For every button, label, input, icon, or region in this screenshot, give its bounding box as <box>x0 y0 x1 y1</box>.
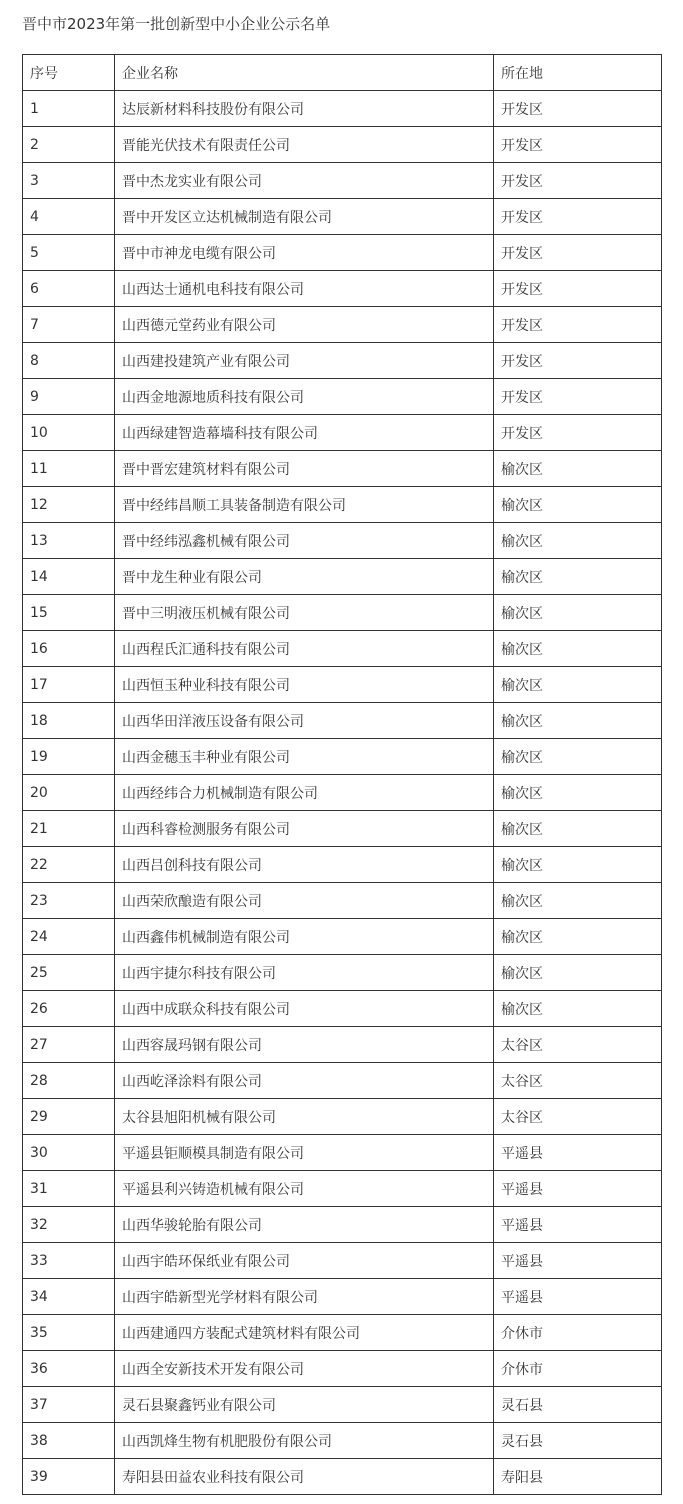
table-row <box>23 739 662 775</box>
cell-company-name: 平遥县钜顺模具制造有限公司 <box>115 1135 494 1171</box>
table-row <box>23 1243 662 1279</box>
cell-index: 21 <box>23 811 115 847</box>
cell-company-name: 山西屹泽涂料有限公司 <box>115 1063 494 1099</box>
table-row <box>23 1135 662 1171</box>
cell-index: 37 <box>23 1387 115 1423</box>
cell-index: 39 <box>23 1459 115 1495</box>
cell-location: 灵石县 <box>494 1387 662 1423</box>
cell-company-name: 山西全安新技术开发有限公司 <box>115 1351 494 1387</box>
cell-location: 榆次区 <box>494 883 662 919</box>
cell-location: 榆次区 <box>494 739 662 775</box>
cell-location: 榆次区 <box>494 667 662 703</box>
cell-index: 29 <box>23 1099 115 1135</box>
cell-company-name: 晋中开发区立达机械制造有限公司 <box>115 199 494 235</box>
table-row <box>23 451 662 487</box>
table-row <box>23 1063 662 1099</box>
cell-company-name: 平遥县利兴铸造机械有限公司 <box>115 1171 494 1207</box>
cell-location: 榆次区 <box>494 775 662 811</box>
table-row <box>23 1315 662 1351</box>
cell-index: 4 <box>23 199 115 235</box>
cell-index: 32 <box>23 1207 115 1243</box>
cell-location: 榆次区 <box>494 487 662 523</box>
cell-location: 开发区 <box>494 163 662 199</box>
cell-company-name: 灵石县聚鑫钙业有限公司 <box>115 1387 494 1423</box>
cell-company-name: 山西建投建筑产业有限公司 <box>115 343 494 379</box>
cell-index: 14 <box>23 559 115 595</box>
cell-company-name: 山西华骏轮胎有限公司 <box>115 1207 494 1243</box>
table-row <box>23 199 662 235</box>
cell-index: 2 <box>23 127 115 163</box>
cell-location: 榆次区 <box>494 559 662 595</box>
cell-company-name: 山西绿建智造幕墙科技有限公司 <box>115 415 494 451</box>
table-row <box>23 631 662 667</box>
cell-index: 26 <box>23 991 115 1027</box>
table-row <box>23 1387 662 1423</box>
cell-index: 11 <box>23 451 115 487</box>
cell-location: 介休市 <box>494 1315 662 1351</box>
table-row <box>23 811 662 847</box>
header-location: 所在地 <box>494 55 662 91</box>
cell-company-name: 山西金穗玉丰种业有限公司 <box>115 739 494 775</box>
cell-index: 19 <box>23 739 115 775</box>
cell-company-name: 山西华田洋液压设备有限公司 <box>115 703 494 739</box>
cell-company-name: 山西中成联众科技有限公司 <box>115 991 494 1027</box>
cell-index: 8 <box>23 343 115 379</box>
cell-company-name: 山西荣欣酿造有限公司 <box>115 883 494 919</box>
cell-company-name: 山西吕创科技有限公司 <box>115 847 494 883</box>
cell-location: 开发区 <box>494 127 662 163</box>
table-row <box>23 955 662 991</box>
table-row <box>23 595 662 631</box>
table-row <box>23 127 662 163</box>
cell-company-name: 山西德元堂药业有限公司 <box>115 307 494 343</box>
table-row <box>23 307 662 343</box>
cell-company-name: 晋中晋宏建筑材料有限公司 <box>115 451 494 487</box>
cell-index: 24 <box>23 919 115 955</box>
cell-company-name: 太谷县旭阳机械有限公司 <box>115 1099 494 1135</box>
cell-index: 23 <box>23 883 115 919</box>
table-row <box>23 271 662 307</box>
cell-company-name: 山西凯烽生物有机肥股份有限公司 <box>115 1423 494 1459</box>
table-row <box>23 415 662 451</box>
cell-location: 榆次区 <box>494 919 662 955</box>
table-row <box>23 775 662 811</box>
cell-index: 28 <box>23 1063 115 1099</box>
cell-index: 1 <box>23 91 115 127</box>
table-row <box>23 1099 662 1135</box>
cell-location: 太谷区 <box>494 1027 662 1063</box>
cell-location: 介休市 <box>494 1351 662 1387</box>
table-row <box>23 1459 662 1495</box>
cell-index: 15 <box>23 595 115 631</box>
cell-company-name: 晋中杰龙实业有限公司 <box>115 163 494 199</box>
cell-company-name: 晋中龙生种业有限公司 <box>115 559 494 595</box>
cell-location: 开发区 <box>494 235 662 271</box>
cell-company-name: 山西达士通机电科技有限公司 <box>115 271 494 307</box>
cell-location: 榆次区 <box>494 847 662 883</box>
table-row <box>23 523 662 559</box>
cell-location: 开发区 <box>494 343 662 379</box>
cell-index: 34 <box>23 1279 115 1315</box>
cell-location: 平遥县 <box>494 1207 662 1243</box>
header-company-name: 企业名称 <box>115 55 494 91</box>
cell-location: 开发区 <box>494 199 662 235</box>
table-row <box>23 1027 662 1063</box>
cell-company-name: 山西宇皓环保纸业有限公司 <box>115 1243 494 1279</box>
cell-location: 平遥县 <box>494 1135 662 1171</box>
cell-company-name: 山西科睿检测服务有限公司 <box>115 811 494 847</box>
table-row <box>23 379 662 415</box>
cell-company-name: 山西容晟玛钢有限公司 <box>115 1027 494 1063</box>
cell-location: 开发区 <box>494 271 662 307</box>
cell-company-name: 山西宇捷尔科技有限公司 <box>115 955 494 991</box>
cell-index: 12 <box>23 487 115 523</box>
cell-index: 10 <box>23 415 115 451</box>
cell-location: 榆次区 <box>494 991 662 1027</box>
cell-location: 榆次区 <box>494 451 662 487</box>
cell-index: 33 <box>23 1243 115 1279</box>
cell-location: 榆次区 <box>494 811 662 847</box>
cell-company-name: 山西宇皓新型光学材料有限公司 <box>115 1279 494 1315</box>
cell-company-name: 山西建通四方装配式建筑材料有限公司 <box>115 1315 494 1351</box>
table-row <box>23 559 662 595</box>
cell-index: 30 <box>23 1135 115 1171</box>
cell-company-name: 山西鑫伟机械制造有限公司 <box>115 919 494 955</box>
cell-location: 榆次区 <box>494 955 662 991</box>
cell-company-name: 达辰新材料科技股份有限公司 <box>115 91 494 127</box>
table-row <box>23 91 662 127</box>
table-row <box>23 1279 662 1315</box>
cell-index: 17 <box>23 667 115 703</box>
table-header-row <box>23 55 662 91</box>
table-row <box>23 163 662 199</box>
table-row <box>23 235 662 271</box>
cell-company-name: 晋中三明液压机械有限公司 <box>115 595 494 631</box>
table-row <box>23 703 662 739</box>
table-row <box>23 1207 662 1243</box>
table-row <box>23 1423 662 1459</box>
cell-location: 太谷区 <box>494 1099 662 1135</box>
cell-company-name: 山西恒玉种业科技有限公司 <box>115 667 494 703</box>
header-index: 序号 <box>23 55 115 91</box>
cell-company-name: 晋中市神龙电缆有限公司 <box>115 235 494 271</box>
table-row <box>23 847 662 883</box>
cell-index: 13 <box>23 523 115 559</box>
cell-index: 18 <box>23 703 115 739</box>
cell-index: 9 <box>23 379 115 415</box>
cell-index: 22 <box>23 847 115 883</box>
cell-index: 3 <box>23 163 115 199</box>
cell-index: 20 <box>23 775 115 811</box>
cell-company-name: 山西程氏汇通科技有限公司 <box>115 631 494 667</box>
cell-company-name: 山西经纬合力机械制造有限公司 <box>115 775 494 811</box>
table-row <box>23 919 662 955</box>
table-row <box>23 487 662 523</box>
cell-index: 6 <box>23 271 115 307</box>
table-row <box>23 343 662 379</box>
cell-location: 平遥县 <box>494 1171 662 1207</box>
page-title: 晋中市2023年第一批创新型中小企业公示名单 <box>22 15 331 33</box>
cell-index: 25 <box>23 955 115 991</box>
cell-index: 27 <box>23 1027 115 1063</box>
cell-location: 榆次区 <box>494 703 662 739</box>
cell-company-name: 山西金地源地质科技有限公司 <box>115 379 494 415</box>
cell-location: 榆次区 <box>494 523 662 559</box>
cell-location: 寿阳县 <box>494 1459 662 1495</box>
cell-company-name: 晋能光伏技术有限责任公司 <box>115 127 494 163</box>
cell-location: 平遥县 <box>494 1279 662 1315</box>
cell-location: 平遥县 <box>494 1243 662 1279</box>
cell-company-name: 晋中经纬昌顺工具装备制造有限公司 <box>115 487 494 523</box>
table-row <box>23 667 662 703</box>
cell-index: 35 <box>23 1315 115 1351</box>
cell-location: 开发区 <box>494 415 662 451</box>
cell-index: 5 <box>23 235 115 271</box>
cell-location: 榆次区 <box>494 595 662 631</box>
table-row <box>23 991 662 1027</box>
cell-company-name: 寿阳县田益农业科技有限公司 <box>115 1459 494 1495</box>
cell-index: 31 <box>23 1171 115 1207</box>
cell-index: 38 <box>23 1423 115 1459</box>
table-row <box>23 1171 662 1207</box>
cell-index: 7 <box>23 307 115 343</box>
cell-location: 灵石县 <box>494 1423 662 1459</box>
cell-index: 36 <box>23 1351 115 1387</box>
cell-location: 榆次区 <box>494 631 662 667</box>
company-table <box>22 54 662 1495</box>
cell-index: 16 <box>23 631 115 667</box>
table-body <box>23 91 662 1495</box>
cell-company-name: 晋中经纬泓鑫机械有限公司 <box>115 523 494 559</box>
table-row <box>23 883 662 919</box>
cell-location: 开发区 <box>494 307 662 343</box>
cell-location: 太谷区 <box>494 1063 662 1099</box>
table-row <box>23 1351 662 1387</box>
cell-location: 开发区 <box>494 379 662 415</box>
cell-location: 开发区 <box>494 91 662 127</box>
